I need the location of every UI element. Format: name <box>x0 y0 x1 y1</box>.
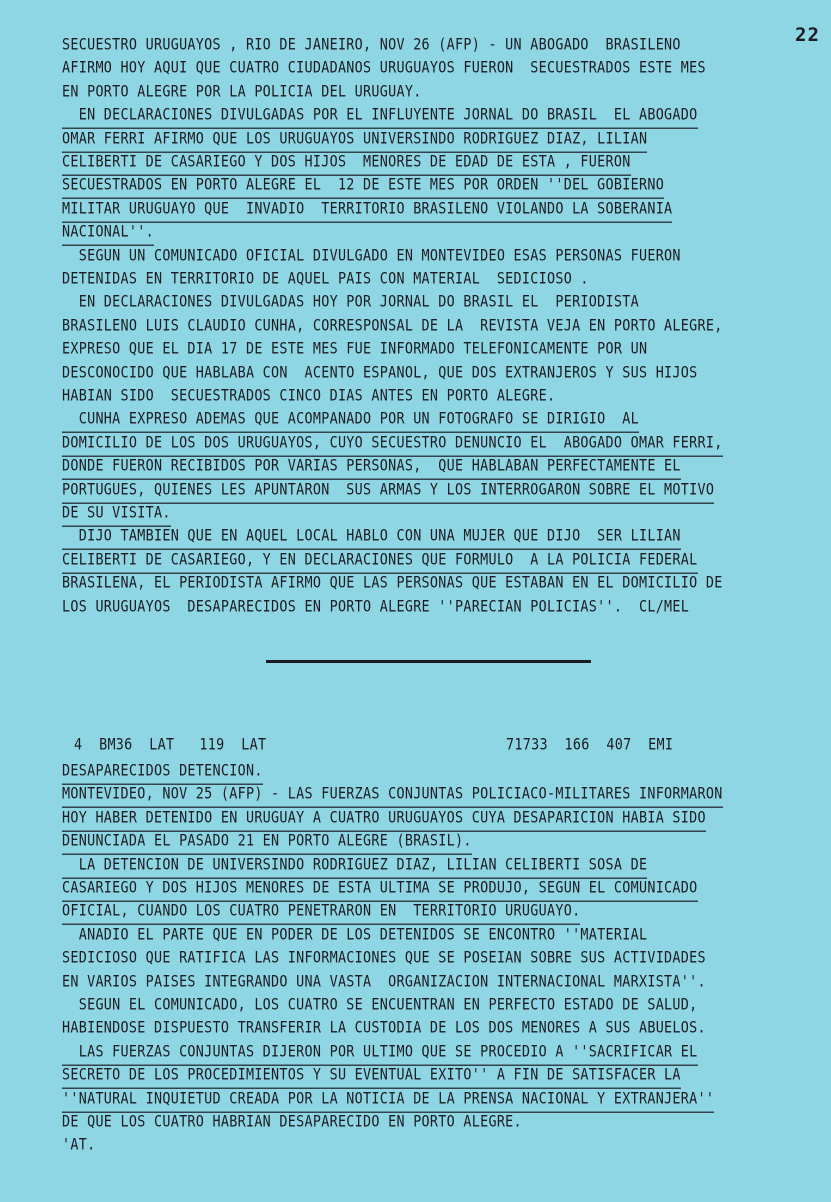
text-line: AFIRMO HOY AQUI QUE CUATRO CIUDADANOS URUGUAYOS FUERON SECUESTRADOS ESTE MES <box>62 59 706 78</box>
text-line: HABIAN SIDO SECUESTRADOS CINCO DIAS ANTES EN PORTO ALEGRE. <box>62 387 556 406</box>
text-line: CELIBERTI DE CASARIEGO Y DOS HIJOS MENORES DE EDAD DE ESTA , FUERON <box>62 151 631 176</box>
text-line: LA DETENCION DE UNIVERSINDO RODRIGUEZ DIAZ, LILIAN CELIBERTI SOSA DE <box>62 854 647 879</box>
text-line: DENUNCIADA EL PASADO 21 EN PORTO ALEGRE (BRASIL). <box>62 830 472 855</box>
section-divider <box>266 660 591 663</box>
text-line: CUNHA EXPRESO ADEMAS QUE ACOMPANADO POR UN FOTOGRAFO SE DIRIGIO AL <box>62 408 639 433</box>
text-line: DETENIDAS EN TERRITORIO DE AQUEL PAIS CON MATERIAL SEDICIOSO . <box>62 270 589 289</box>
text-line: SECUESTRADOS EN PORTO ALEGRE EL 12 DE ESTE MES POR ORDEN ''DEL GOBIERNO <box>62 174 664 199</box>
text-line: CASARIEGO Y DOS HIJOS MENORES DE ESTA ULTIMA SE PRODUJO, SEGUN EL COMUNICADO <box>62 877 698 902</box>
text-line: 'AT. <box>62 1136 96 1155</box>
text-line: CELIBERTI DE CASARIEGO, Y EN DECLARACIONES QUE FORMULO A LA POLICIA FEDERAL <box>62 549 698 574</box>
text-line: SECUESTRO URUGUAYOS , RIO DE JANEIRO, NOV 26 (AFP) - UN ABOGADO BRASILENO <box>62 36 681 55</box>
text-line: DONDE FUERON RECIBIDOS POR VARIAS PERSONAS, QUE HABLABAN PERFECTAMENTE EL <box>62 455 681 480</box>
text-line: DOMICILIO DE LOS DOS URUGUAYOS, CUYO SECUESTRO DENUNCIO EL ABOGADO OMAR FERRI, <box>62 432 723 457</box>
text-line: NACIONAL''. <box>62 221 154 246</box>
text-line: ANADIO EL PARTE QUE EN PODER DE LOS DETENIDOS SE ENCONTRO ''MATERIAL <box>62 926 648 944</box>
text-line: SECRETO DE LOS PROCEDIMIENTOS Y SU EVENTUAL EXITO'' A FIN DE SATISFACER LA <box>62 1064 681 1089</box>
text-line: EN VARIOS PAISES INTEGRANDO UNA VASTA ORGANIZACION INTERNACIONAL MARXISTA''. <box>62 972 706 991</box>
text-line: SEGUN UN COMUNICADO OFICIAL DIVULGADO EN MONTEVIDEO ESAS PERSONAS FUERON <box>62 246 681 265</box>
text-line: ''NATURAL INQUIETUD CREADA POR LA NOTICIA DE LA PRENSA NACIONAL Y EXTRANJERA'' <box>62 1088 714 1113</box>
text-line: BRASILENO LUIS CLAUDIO CUNHA, CORRESPONSAL DE LA REVISTA VEJA EN PORTO ALEGRE, <box>62 317 723 335</box>
text-line: LAS FUERZAS CONJUNTAS DIJERON POR ULTIMO QUE SE PROCEDIO A ''SACRIFICAR EL <box>62 1041 698 1066</box>
text-line: PORTUGUES, QUIENES LES APUNTARON SUS ARMAS Y LOS INTERROGARON SOBRE EL MOTIVO <box>62 479 714 504</box>
wire-header-codes: 4 BM36 LAT 119 LAT <box>74 736 267 755</box>
text-line: EN DECLARACIONES DIVULGADAS HOY POR JORNAL DO BRASIL EL PERIODISTA <box>62 293 639 312</box>
page-number: 22 <box>795 24 820 46</box>
text-line: MONTEVIDEO, NOV 25 (AFP) - LAS FUERZAS CONJUNTAS POLICIACO-MILITARES INFORMARON <box>62 783 723 808</box>
text-line: OMAR FERRI AFIRMO QUE LOS URUGUAYOS UNIVERSINDO RODRIGUEZ DIAZ, LILIAN <box>62 128 647 153</box>
text-line: DE SU VISITA. <box>62 502 171 527</box>
wire-header-numbers: 71733 166 407 EMI <box>506 736 674 755</box>
text-line: LOS URUGUAYOS DESAPARECIDOS EN PORTO ALEGRE ''PARECIAN POLICIAS''. CL/MEL <box>62 597 690 616</box>
text-line: DESAPARECIDOS DETENCION. <box>62 760 263 785</box>
text-line: HOY HABER DETENIDO EN URUGUAY A CUATRO URUGUAYOS CUYA DESAPARICION HABIA SIDO <box>62 807 706 832</box>
text-line: HABIENDOSE DISPUESTO TRANSFERIR LA CUSTODIA DE LOS DOS MENORES A SUS ABUELOS. <box>62 1019 706 1038</box>
text-line: MILITAR URUGUAYO QUE INVADIO TERRITORIO BRASILENO VIOLANDO LA SOBERANIA <box>62 198 672 223</box>
text-line: EXPRESO QUE EL DIA 17 DE ESTE MES FUE INFORMADO TELEFONICAMENTE POR UN <box>62 340 648 359</box>
text-line: DIJO TAMBIEN QUE EN AQUEL LOCAL HABLO CON UNA MUJER QUE DIJO SER LILIAN <box>62 525 681 550</box>
text-line: BRASILENA, EL PERIODISTA AFIRMO QUE LAS PERSONAS QUE ESTABAN EN EL DOMICILIO DE <box>62 574 723 593</box>
text-line: DESCONOCIDO QUE HABLABA CON ACENTO ESPANOL, QUE DOS EXTRANJEROS Y SUS HIJOS <box>62 363 698 382</box>
text-line: SEDICIOSO QUE RATIFICA LAS INFORMACIONES QUE SE POSEIAN SOBRE SUS ACTIVIDADES <box>62 949 706 968</box>
text-line: SEGUN EL COMUNICADO, LOS CUATRO SE ENCUENTRAN EN PERFECTO ESTADO DE SALUD, <box>62 996 698 1015</box>
text-line: DE QUE LOS CUATRO HABRIAN DESAPARECIDO EN PORTO ALEGRE. <box>62 1113 522 1132</box>
text-line: EN PORTO ALEGRE POR LA POLICIA DEL URUGUAY. <box>62 83 422 101</box>
text-line: OFICIAL, CUANDO LOS CUATRO PENETRARON EN TERRITORIO URUGUAYO. <box>62 900 580 925</box>
text-line: EN DECLARACIONES DIVULGADAS POR EL INFLUYENTE JORNAL DO BRASIL EL ABOGADO <box>62 104 698 129</box>
